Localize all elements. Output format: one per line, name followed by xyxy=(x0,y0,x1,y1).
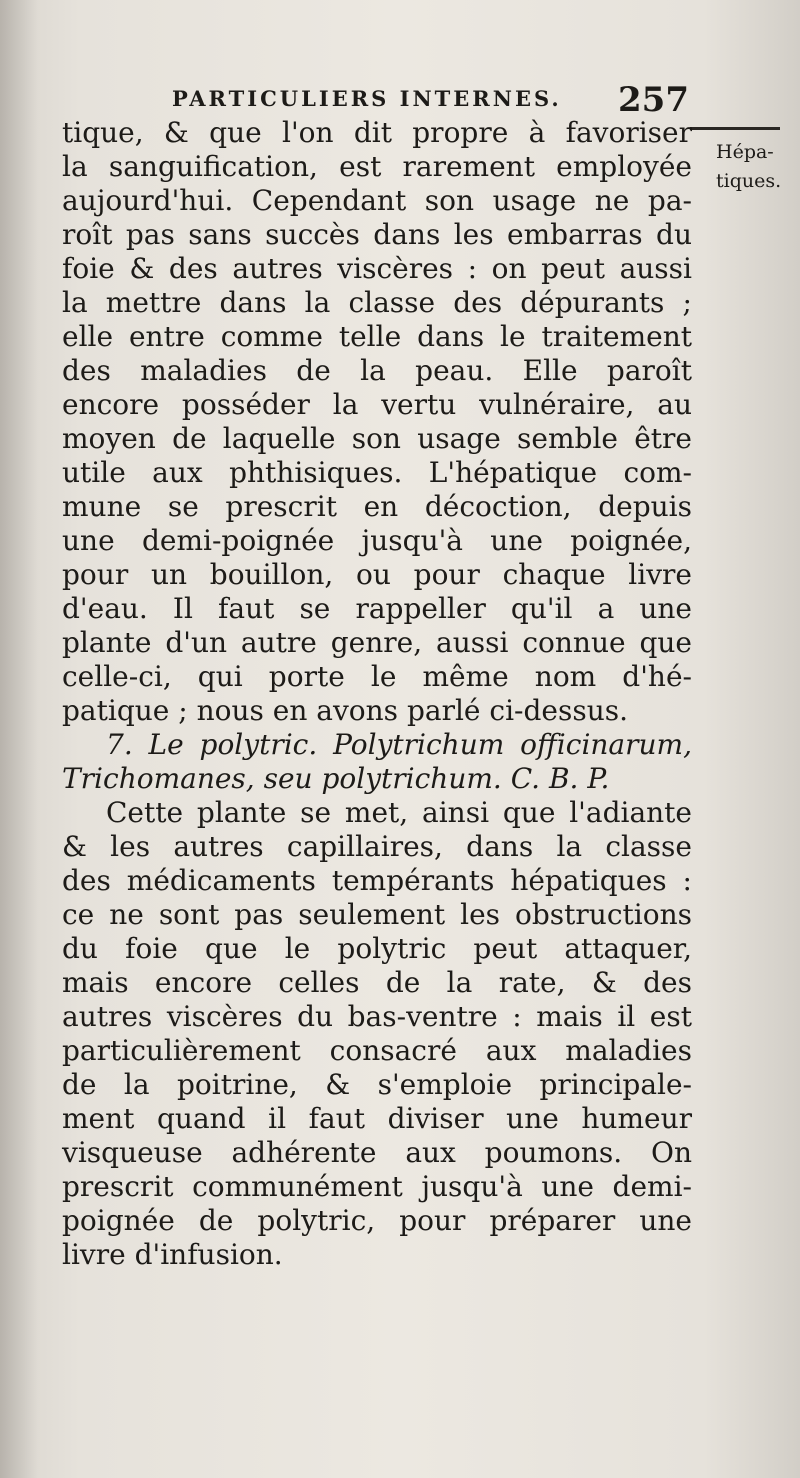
margin-note-line: tiques. xyxy=(716,170,782,192)
text-line: roît pas sans succès dans les embarras du xyxy=(62,218,692,251)
text-line: du foie que le polytric peut attaquer, xyxy=(62,932,692,965)
text-line: une demi-poignée jusqu'à une poignée, xyxy=(62,524,692,557)
text-line: tique, & que l'on dit propre à favoriser xyxy=(62,116,692,149)
body-text xyxy=(62,116,692,1272)
text-line: ce ne sont pas seulement les obstructions xyxy=(62,898,692,931)
text-line: ment quand il faut diviser une humeur xyxy=(62,1102,692,1135)
running-title: PARTICULIERS INTERNES. xyxy=(172,86,562,111)
text-line: des maladies de la peau. Elle paroît xyxy=(62,354,692,387)
running-head xyxy=(0,80,800,120)
text-line: utile aux phthisiques. L'hépatique com- xyxy=(62,456,692,489)
text-line: la mettre dans la classe des dépurants ; xyxy=(62,286,692,319)
gutter-shadow xyxy=(0,0,38,1478)
text-line: elle entre comme telle dans le traitement xyxy=(62,320,692,353)
text-line: autres viscères du bas-ventre : mais il est xyxy=(62,1000,692,1033)
text-line: de la poitrine, & s'emploie principale- xyxy=(62,1068,692,1101)
text-line: visqueuse adhérente aux poumons. On xyxy=(62,1136,692,1169)
text-line: encore posséder la vertu vulnéraire, au xyxy=(62,388,692,421)
text-line: moyen de laquelle son usage semble être xyxy=(62,422,692,455)
text-line: mais encore celles de la rate, & des xyxy=(62,966,692,999)
text-line: prescrit communément jusqu'à une demi- xyxy=(62,1170,692,1203)
text-line: aujourd'hui. Cependant son usage ne pa- xyxy=(62,184,692,217)
margin-note-line: Hépa- xyxy=(716,141,774,163)
text-line: particulièrement consacré aux maladies xyxy=(62,1034,692,1067)
text-line: poignée de polytric, pour préparer une xyxy=(62,1204,692,1237)
text-line: Cette plante se met, ainsi que l'adiante xyxy=(106,796,692,829)
margin-note xyxy=(716,138,798,196)
text-line: des médicaments tempérants hépatiques : xyxy=(62,864,692,897)
text-line: mune se prescrit en décoction, depuis xyxy=(62,490,692,523)
text-line: foie & des autres viscères : on peut aussi xyxy=(62,252,692,285)
section-heading-line: 7. Le polytric. Polytrichum officinarum, xyxy=(106,728,692,761)
section-heading-line: Trichomanes, seu polytrichum. C. B. P. xyxy=(62,762,610,795)
text-line: pour un bouillon, ou pour chaque livre xyxy=(62,558,692,591)
text-line: la sanguification, est rarement employée xyxy=(62,150,692,183)
text-line: d'eau. Il faut se rappeller qu'il a une xyxy=(62,592,692,625)
margin-rule xyxy=(690,127,780,130)
text-line: & les autres capillaires, dans la classe xyxy=(62,830,692,863)
text-line: patique ; nous en avons parlé ci-dessus. xyxy=(62,694,629,727)
text-line: livre d'infusion. xyxy=(62,1238,283,1271)
text-line: plante d'un autre genre, aussi connue que xyxy=(62,626,692,659)
page-number: 257 xyxy=(618,80,689,120)
text-line: celle-ci, qui porte le même nom d'hé- xyxy=(62,660,692,693)
